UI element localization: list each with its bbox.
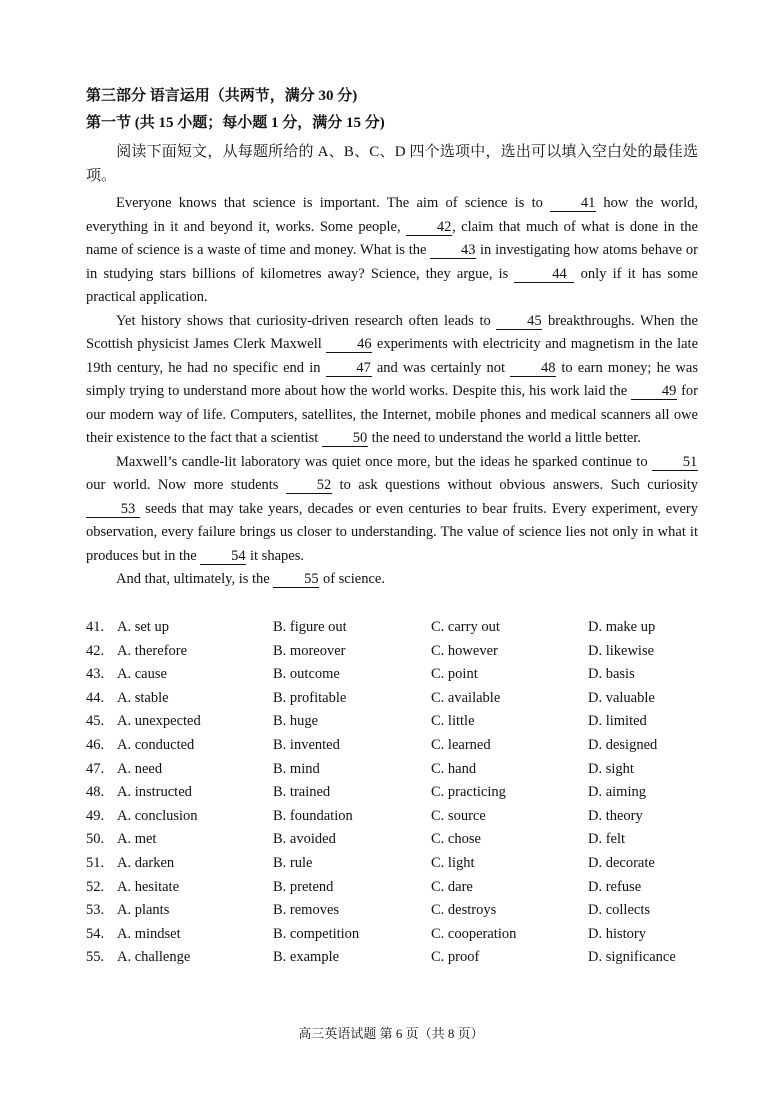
text: Yet history shows that curiosity-driven research often leads to [116, 312, 497, 329]
text: to ask questions without obvious answers. Such curiosity [332, 477, 698, 493]
option-b: B. outcome [273, 666, 340, 683]
question-number: 52. [86, 878, 105, 895]
option-d: D. valuable [588, 689, 655, 706]
option-c: C. source [431, 807, 486, 824]
option-d: D. collects [588, 902, 651, 919]
blank-54: 54 [200, 548, 246, 565]
question-row [86, 758, 706, 782]
text: only if it has some practical application. [86, 265, 698, 305]
option-c: C. light [431, 854, 475, 871]
option-b: B. avoided [273, 831, 336, 848]
question-number: 49. [86, 807, 105, 824]
option-a: A. cause [117, 666, 167, 683]
blank-44: 44 [514, 266, 574, 283]
question-number: 45. [86, 713, 105, 730]
option-c: C. little [431, 713, 475, 730]
option-d: D. history [588, 925, 646, 942]
option-d: D. basis [588, 666, 635, 683]
question-number: 43. [86, 666, 105, 683]
option-c: C. hand [431, 760, 477, 777]
option-d: D. sight [588, 760, 634, 777]
section-title: 第三部分 语言运用（共两节，满分 30 分) [86, 88, 358, 104]
option-c: C. destroys [431, 902, 497, 919]
paragraph-3 [86, 451, 698, 569]
blank-52: 52 [286, 477, 332, 494]
question-number: 42. [86, 642, 105, 659]
instructions-text: 阅读下面短文，从每题所给的 A、B、C、D 四个选项中，选出可以填入空白处的最佳选项。 [86, 144, 698, 184]
option-b: B. invented [273, 736, 340, 753]
option-c: C. proof [431, 949, 480, 966]
option-d: D. decorate [588, 854, 655, 871]
option-c: C. however [431, 642, 498, 659]
option-c: C. learned [431, 736, 491, 753]
question-row [86, 876, 706, 900]
question-number: 48. [86, 784, 105, 801]
option-b: B. competition [273, 925, 360, 942]
option-c: C. carry out [431, 619, 500, 635]
subsection-title: 第一节 (共 15 小题；每小题 1 分，满分 15 分) [86, 115, 385, 131]
option-b: B. pretend [273, 878, 334, 895]
blank-53: 53 [86, 501, 140, 518]
question-row [86, 663, 706, 687]
blank-48: 48 [510, 360, 556, 377]
option-b: B. foundation [273, 807, 353, 824]
question-row [86, 616, 706, 640]
question-row [86, 828, 706, 852]
option-b: B. moreover [273, 642, 346, 659]
text: to earn money; he was simply trying to understand more about how the world works. Despite this, his work laid the [86, 359, 698, 399]
option-d: D. limited [588, 713, 647, 730]
text: for our modern way of life. Computers, satellites, the Internet, mobile phones and medical scanners all owe their existence to the fact that a scientist [86, 383, 698, 446]
question-row [86, 687, 706, 711]
question-number: 41. [86, 619, 105, 635]
option-a: A. conclusion [117, 807, 198, 824]
question-number: 47. [86, 760, 105, 777]
page-footer: 高三英语试题 第 6 页（共 8 页） [298, 1026, 484, 1041]
option-b: B. figure out [273, 619, 347, 635]
question-row [86, 640, 706, 664]
option-d: D. designed [588, 736, 658, 753]
option-d: D. refuse [588, 878, 642, 895]
blank-46: 46 [326, 336, 372, 353]
option-a: A. darken [117, 854, 175, 871]
text: and was certainly not [371, 359, 511, 376]
question-number: 54. [86, 925, 105, 942]
option-c: C. dare [431, 878, 473, 895]
question-number: 44. [86, 689, 105, 706]
option-a: A. unexpected [117, 713, 201, 730]
option-a: A. set up [117, 619, 169, 635]
option-b: B. removes [273, 902, 340, 919]
blank-41: 41 [550, 195, 596, 212]
option-d: D. significance [588, 949, 676, 966]
blank-51: 51 [652, 454, 698, 471]
option-a: A. hesitate [117, 878, 180, 895]
paragraph-2 [86, 310, 698, 451]
option-a: A. met [117, 831, 157, 848]
text: Everyone knows that science is important. The aim of science is to [116, 195, 551, 211]
question-row [86, 734, 706, 758]
option-a: A. challenge [117, 949, 191, 966]
question-row [86, 781, 706, 805]
option-b: B. mind [273, 760, 320, 777]
option-b: B. huge [273, 713, 319, 730]
question-row [86, 899, 706, 923]
blank-50: 50 [322, 430, 368, 447]
option-a: A. plants [117, 902, 170, 919]
text: the need to understand the world a little better. [367, 430, 641, 446]
question-number: 53. [86, 902, 105, 919]
option-b: B. example [273, 949, 340, 966]
text: how the world, everything in it and beyond it, works. Some people, [86, 195, 698, 235]
instructions [86, 140, 698, 188]
blank-43: 43 [430, 242, 476, 259]
passage [86, 192, 698, 592]
text: And that, ultimately, is the [116, 571, 274, 587]
paragraph-1 [86, 192, 698, 310]
option-d: D. theory [588, 807, 643, 824]
option-d: D. felt [588, 831, 626, 848]
option-b: B. trained [273, 784, 331, 801]
option-a: A. mindset [117, 925, 181, 942]
options-list [86, 616, 706, 970]
question-number: 51. [86, 854, 105, 871]
text: Maxwell’s candle-lit laboratory was quiet once more, but the ideas he sparked continue to [116, 453, 652, 470]
text: breakthroughs. When the Scottish physicist James Clerk Maxwell [86, 312, 698, 352]
paragraph-4 [86, 568, 698, 592]
option-a: A. conducted [117, 736, 195, 753]
question-row [86, 923, 706, 947]
blank-49: 49 [631, 383, 677, 400]
question-row [86, 946, 706, 970]
option-d: D. likewise [588, 642, 655, 659]
option-a: A. instructed [117, 784, 192, 801]
question-row [86, 852, 706, 876]
question-number: 50. [86, 831, 105, 848]
option-d: D. aiming [588, 784, 646, 801]
blank-47: 47 [326, 360, 372, 377]
option-a: A. therefore [117, 642, 188, 659]
blank-42: 42 [406, 219, 452, 236]
question-row [86, 710, 706, 734]
option-c: C. point [431, 666, 478, 683]
question-row [86, 805, 706, 829]
option-b: B. profitable [273, 689, 347, 706]
text: our world. Now more students [86, 477, 286, 493]
option-c: C. chose [431, 831, 481, 848]
option-c: C. practicing [431, 784, 506, 801]
question-number: 46. [86, 736, 105, 753]
question-number: 55. [86, 949, 105, 966]
text: seeds that may take years, decades or even centuries to bear fruits. Every experiment, every observation, every failure brings us closer to understanding. The value of science lies not only in what it produces but in the [86, 500, 698, 564]
option-d: D. make up [588, 619, 656, 635]
option-b: B. rule [273, 854, 313, 871]
blank-45: 45 [496, 313, 542, 330]
option-c: C. cooperation [431, 925, 517, 942]
text: of science. [319, 571, 385, 587]
text: , claim that much of what is done in the name of science is a waste of time and money. What is the [86, 218, 698, 258]
option-c: C. available [431, 689, 501, 706]
blank-55: 55 [273, 571, 319, 588]
text: experiments with electricity and magnetism in the late 19th century, he had no specific end in [86, 336, 699, 376]
text: in investigating how atoms behave or in studying stars billions of kilometres away? Science, they argue, is [86, 242, 698, 282]
option-a: A. need [117, 760, 163, 777]
text: it shapes. [246, 547, 304, 564]
option-a: A. stable [117, 689, 169, 706]
